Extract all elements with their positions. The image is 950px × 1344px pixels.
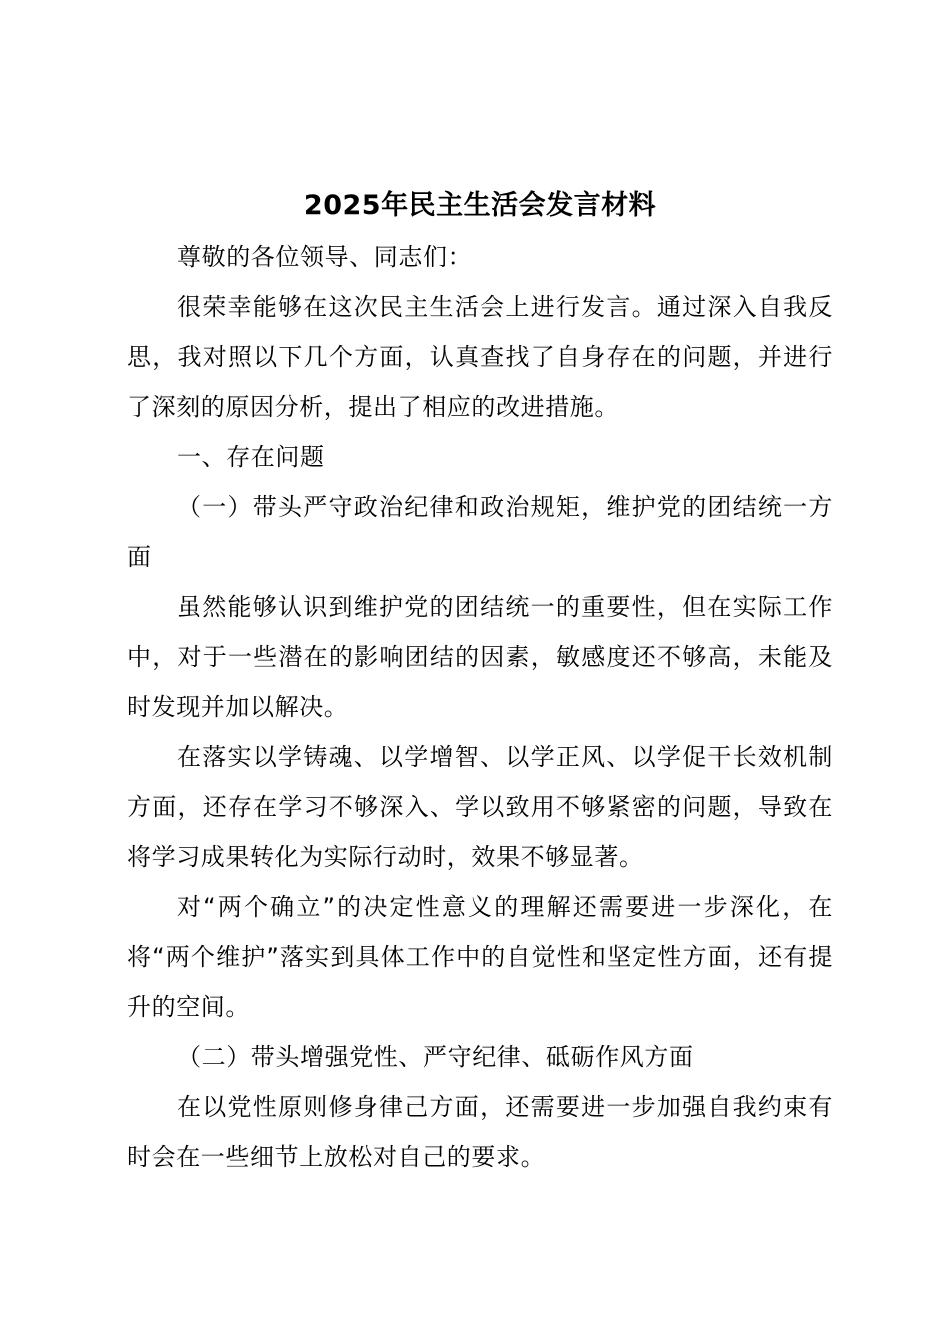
body-paragraph: 在落实以学铸魂、以学增智、以学正风、以学促干长效机制方面，还存在学习不够深入、学以致用不够紧密的问题，导致在将学习成果转化为实际行动时，效果不够显著。: [127, 743, 833, 871]
body-paragraph: 对“两个确立”的决定性意义的理解还需要进一步深化，在将“两个维护”落实到具体工作中的自觉性和坚定性方面，还有提升的空间。: [127, 893, 833, 1021]
section-heading: 一、存在问题: [177, 443, 325, 471]
subsection-heading: （一）带头严守政治纪律和政治规矩，维护党的团结统一方面: [127, 493, 833, 571]
salutation: 尊敬的各位领导、同志们：: [177, 243, 473, 271]
document-body: [127, 180, 833, 1182]
body-paragraph: 虽然能够认识到维护党的团结统一的重要性，但在实际工作中，对于一些潜在的影响团结的因素，敏感度还不够高，未能及时发现并加以解决。: [127, 593, 833, 721]
document-title: 2025年民主生活会发言材料: [303, 190, 657, 221]
body-paragraph: 在以党性原则修身律己方面，还需要进一步加强自我约束有时会在一些细节上放松对自己的要求。: [127, 1093, 833, 1171]
subsection-heading: （二）带头增强党性、严守纪律、砥砺作风方面: [177, 1043, 694, 1071]
intro-paragraph: 很荣幸能够在这次民主生活会上进行发言。通过深入自我反思，我对照以下几个方面，认真查找了自身存在的问题，并进行了深刻的原因分析，提出了相应的改进措施。: [127, 293, 833, 421]
